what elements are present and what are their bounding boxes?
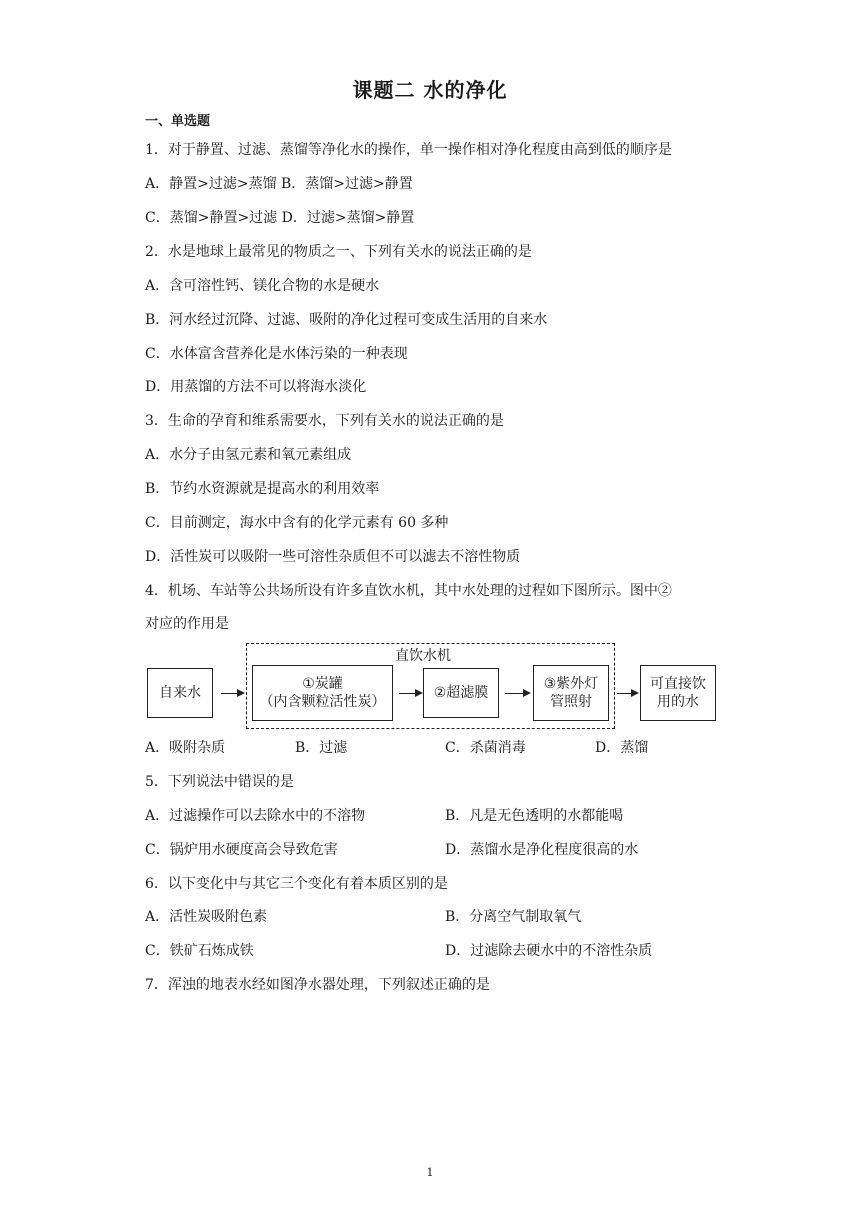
question-5-option-d: D．蒸馏水是净化程度很高的水 bbox=[445, 842, 639, 858]
question-3-option-c: C．目前测定，海水中含有的化学元素有 60 多种 bbox=[145, 515, 449, 531]
question-4-option-b: B．过滤 bbox=[295, 740, 348, 756]
question-5-stem: 5．下列说法中错误的是 bbox=[145, 774, 294, 790]
question-4-option-d: D．蒸馏 bbox=[595, 740, 649, 756]
question-5-option-a: A．过滤操作可以去除水中的不溶物 bbox=[145, 808, 366, 824]
question-3-option-b: B．节约水资源就是提高水的利用效率 bbox=[145, 481, 380, 497]
ultrafiltration-box: ②超滤膜 bbox=[423, 668, 499, 718]
carbon-tank-note: （内含颗粒活性炭） bbox=[259, 694, 386, 710]
output-label: 可直接饮 bbox=[650, 676, 706, 692]
output-box bbox=[640, 665, 716, 721]
question-6-option-d: D．过滤除去硬水中的不溶性杂质 bbox=[445, 943, 653, 959]
uv-lamp-note: 管照射 bbox=[550, 694, 592, 710]
question-6-option-c: C．铁矿石炼成铁 bbox=[145, 943, 254, 959]
question-1-options-row-2: C．蒸馏>静置>过滤 D．过滤>蒸馏>静置 bbox=[145, 210, 415, 226]
question-2-option-c: C．水体富含营养化是水体污染的一种表现 bbox=[145, 346, 408, 362]
question-4-stem-line-2: 对应的作用是 bbox=[145, 616, 229, 632]
question-4-stem-line-1: 4．机场、车站等公共场所设有许多直饮水机，其中水处理的过程如下图所示。图中② bbox=[145, 583, 672, 599]
page-number: 1 bbox=[426, 1166, 434, 1179]
question-7-stem: 7．浑浊的地表水经如图净水器处理，下列叙述正确的是 bbox=[145, 977, 490, 993]
arrow-icon bbox=[221, 693, 243, 694]
output-note: 用的水 bbox=[657, 694, 699, 710]
section-heading: 一、单选题 bbox=[145, 114, 211, 129]
question-4-option-c: C．杀菌消毒 bbox=[445, 740, 526, 756]
question-5-option-c: C．锅炉用水硬度高会导致危害 bbox=[145, 842, 338, 858]
question-6-stem: 6．以下变化中与其它三个变化有着本质区别的是 bbox=[145, 876, 448, 892]
question-2-option-b: B．河水经过沉降、过滤、吸附的净化过程可变成生活用的自来水 bbox=[145, 312, 548, 328]
arrow-icon bbox=[617, 693, 637, 694]
question-3-option-d: D．活性炭可以吸附一些可溶性杂质但不可以滤去不溶性物质 bbox=[145, 549, 521, 565]
carbon-tank-box bbox=[252, 665, 393, 721]
arrow-icon bbox=[399, 693, 421, 694]
carbon-tank-label: ①炭罐 bbox=[302, 676, 343, 692]
question-5-option-b: B．凡是无色透明的水都能喝 bbox=[445, 808, 624, 824]
question-1-stem: 1．对于静置、过滤、蒸馏等净化水的操作，单一操作相对净化程度由高到低的顺序是 bbox=[145, 142, 672, 158]
page-title: 课题二 水的净化 bbox=[352, 78, 508, 102]
uv-lamp-box bbox=[533, 665, 609, 721]
question-3-option-a: A．水分子由氢元素和氧元素组成 bbox=[145, 447, 352, 463]
question-4-option-a: A．吸附杂质 bbox=[145, 740, 226, 756]
source-box: 自来水 bbox=[147, 668, 213, 718]
uv-lamp-label: ③紫外灯 bbox=[543, 676, 599, 692]
question-1-options-row-1: A．静置>过滤>蒸馏 B．蒸馏>过滤>静置 bbox=[145, 176, 413, 192]
question-3-stem: 3．生命的孕育和维系需要水，下列有关水的说法正确的是 bbox=[145, 413, 504, 429]
question-2-stem: 2．水是地球上最常见的物质之一、下列有关水的说法正确的是 bbox=[145, 244, 532, 260]
question-2-option-a: A．含可溶性钙、镁化合物的水是硬水 bbox=[145, 278, 380, 294]
question-6-option-b: B．分离空气制取氧气 bbox=[445, 909, 582, 925]
water-treatment-diagram bbox=[145, 640, 720, 732]
question-2-option-d: D．用蒸馏的方法不可以将海水淡化 bbox=[145, 379, 367, 395]
question-6-option-a: A．活性炭吸附色素 bbox=[145, 909, 268, 925]
machine-label: 直饮水机 bbox=[395, 648, 451, 664]
arrow-icon bbox=[505, 693, 529, 694]
